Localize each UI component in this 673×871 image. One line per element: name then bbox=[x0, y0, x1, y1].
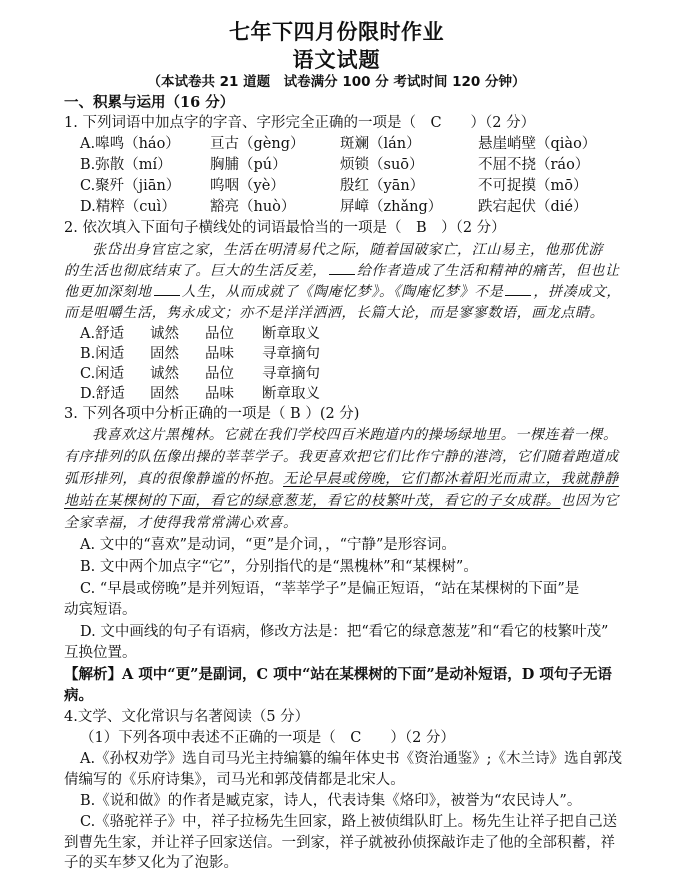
underlined-sentence-part1: 无论早晨或傍晚，它们都沐着阳光而肃立，我就静静 bbox=[283, 471, 619, 487]
fill-blank-1 bbox=[329, 273, 355, 275]
q4-option-c-line3: 子的买车梦又化为了泡影。 bbox=[64, 855, 238, 871]
q3-passage-line1: 我喜欢这片黑槐林。它就在我们学校四百米跑道内的操场绿地里。一棵连着一棵。 bbox=[92, 427, 618, 443]
exam-title: 七年下四月份限时作业 bbox=[229, 20, 444, 44]
q2-passage-line1: 张岱出身官宦之家，生活在明清易代之际，随着国破家亡，江山易主，他那优游 bbox=[92, 242, 603, 258]
q4-option-c-line2: 到曹先生家，并让祥子回家送信。一到家，祥子就被孙侦探敲诈走了他的全部积蓄，祥 bbox=[64, 835, 615, 851]
q1-option-c1: C.聚歼（jiān） bbox=[80, 178, 181, 194]
q2-stem: 2. 依次填入下面句子横线处的词语最恰当的一项是（ B ）（2 分） bbox=[64, 220, 506, 236]
q4-option-a-line2: 倩编写的《乐府诗集》，司马光和郭茂倩都是北宋人。 bbox=[64, 772, 405, 788]
fill-blank-3 bbox=[505, 294, 531, 296]
q3-option-b: B. 文中两个加点字“它”，分别指代的是“黑槐林”和“某棵树”。 bbox=[80, 559, 478, 575]
exam-subject: 语文试题 bbox=[292, 48, 381, 72]
q3-passage-line3: 弧形排列，真的很像静谧的怀抱。无论早晨或傍晚，它们都沐着阳光而肃立，我就静静 bbox=[64, 471, 619, 487]
q2-option-b4: 寻章摘句 bbox=[262, 346, 320, 362]
q1-option-a4: 悬崖峭壁（qiào） bbox=[478, 136, 597, 152]
q2-passage-line3: 他更加深刻地 人生，从而成就了《陶庵忆梦》。《陶庵忆梦》不是 ，拼凑成文， bbox=[64, 284, 622, 300]
q1-stem: 1. 下列词语中加点字的字音、字形完全正确的一项是（ C ）（2 分） bbox=[64, 115, 536, 131]
underlined-sentence-part2: 地站在某棵树的下面，看它的绿意葱茏，看它的枝繁叶茂，看它的子女成群。 bbox=[64, 493, 561, 509]
q3-passage-line5: 全家幸福，才使得我常常满心欢喜。 bbox=[64, 515, 298, 531]
q1-option-d1: D.精粹（cuì） bbox=[80, 199, 176, 215]
q1-option-d4: 跌宕起伏（dié） bbox=[478, 199, 588, 215]
q2-option-c4: 寻章摘句 bbox=[262, 366, 320, 382]
q1-option-d2: 豁亮（huò） bbox=[210, 199, 296, 215]
q4-sub1: （1）下列各项中表述不正确的一项是（ C ）（2 分） bbox=[80, 730, 455, 746]
q4-option-b: B.《说和做》的作者是臧克家，诗人，代表诗集《烙印》，被誉为“农民诗人”。 bbox=[80, 793, 582, 809]
q3-option-a: A. 文中的“喜欢”是动词，“更”是介词，，“宁静”是形容词。 bbox=[80, 537, 456, 553]
q3-passage-line4: 地站在某棵树的下面，看它的绿意葱茏，看它的枝繁叶茂，看它的子女成群。也因为它 bbox=[64, 493, 619, 509]
q4-stem: 4.文学、文化常识与名著阅读（5 分） bbox=[64, 709, 310, 725]
q2-option-a4: 断章取义 bbox=[262, 326, 320, 342]
q4-option-a-line1: A.《孙权劝学》选自司马光主持编纂的编年体史书《资治通鉴》;《木兰诗》选自郭茂 bbox=[80, 751, 622, 767]
q3-option-d-line2: 互换位置。 bbox=[64, 645, 137, 661]
q1-option-a2: 亘古（gèng） bbox=[210, 136, 305, 152]
exam-info: （本试卷共 21 道题 试卷满分 100 分 考试时间 120 分钟） bbox=[147, 74, 526, 90]
q2-option-a1: A.舒适 bbox=[80, 326, 125, 342]
q2-option-d2: 固然 bbox=[150, 386, 179, 402]
q4-option-c-line1: C.《骆驼祥子》中，祥子拉杨先生回家，路上被侦缉队盯上。杨先生让祥子把自己送 bbox=[80, 814, 618, 830]
q2-passage-line4: 而是咀嚼生活，隽永成文；亦不是洋洋洒洒，长篇大论，而是寥寥数语，画龙点睛。 bbox=[64, 305, 605, 321]
q3-stem: 3. 下列各项中分析正确的一项是（ B ）(2 分) bbox=[64, 406, 360, 422]
q2-option-a3: 品位 bbox=[205, 326, 234, 342]
q2-option-c2: 诚然 bbox=[150, 366, 179, 382]
q2-option-a2: 诚然 bbox=[150, 326, 179, 342]
q2-option-b2: 固然 bbox=[150, 346, 179, 362]
q1-option-b1: B.弥散（mí） bbox=[80, 157, 172, 173]
q3-analysis-line1: 【解析】A 项中“更”是副词，C 项中“站在某棵树的下面”是动补短语，D 项句子无语 bbox=[64, 666, 612, 683]
q1-option-b4: 不屈不挠（ráo） bbox=[478, 157, 590, 173]
q2-option-d4: 断章取义 bbox=[262, 386, 320, 402]
q2-option-d1: D.舒适 bbox=[80, 386, 125, 402]
q1-option-c3: 殷红（yān） bbox=[340, 178, 425, 194]
q2-option-b1: B.闲适 bbox=[80, 346, 125, 362]
q1-option-a3: 斑斓（lán） bbox=[340, 136, 421, 152]
q2-option-c3: 品位 bbox=[205, 366, 234, 382]
q3-option-c-line2: 动宾短语。 bbox=[64, 602, 137, 618]
q3-option-d-line1: D. 文中画线的句子有语病，修改方法是：把“看它的绿意葱茏”和“看它的枝繁叶茂” bbox=[80, 624, 609, 640]
q2-option-b3: 品味 bbox=[205, 346, 234, 362]
q3-analysis-line2: 病。 bbox=[64, 687, 93, 704]
q1-option-b2: 胸脯（pú） bbox=[210, 157, 287, 173]
q2-option-d3: 品味 bbox=[205, 386, 234, 402]
q1-option-a1: A.嗥鸣（háo） bbox=[80, 136, 180, 152]
q1-option-c2: 呜咽（yè） bbox=[210, 178, 285, 194]
q2-passage-line2: 的生活也彻底结束了。巨大的生活反差， 给作者造成了生活和精神的痛苦，但也让 bbox=[64, 263, 620, 279]
section-heading: 一、积累与运用（16 分） bbox=[64, 94, 235, 111]
q1-option-b3: 烦锁（suō） bbox=[340, 157, 424, 173]
q3-passage-line2: 有序排列的队伍像出操的莘莘学子。我更喜欢把它们比作宁静的港湾，它们随着跑道成 bbox=[64, 449, 619, 465]
q2-option-c1: C.闲适 bbox=[80, 366, 125, 382]
q3-option-c-line1: C. “早晨或傍晚”是并列短语，“莘莘学子”是偏正短语，“站在某棵树的下面”是 bbox=[80, 581, 580, 597]
q1-option-d3: 屏嶂（zhǎng） bbox=[340, 199, 443, 215]
q1-option-c4: 不可捉摸（mō） bbox=[478, 178, 588, 194]
fill-blank-2 bbox=[154, 294, 180, 296]
